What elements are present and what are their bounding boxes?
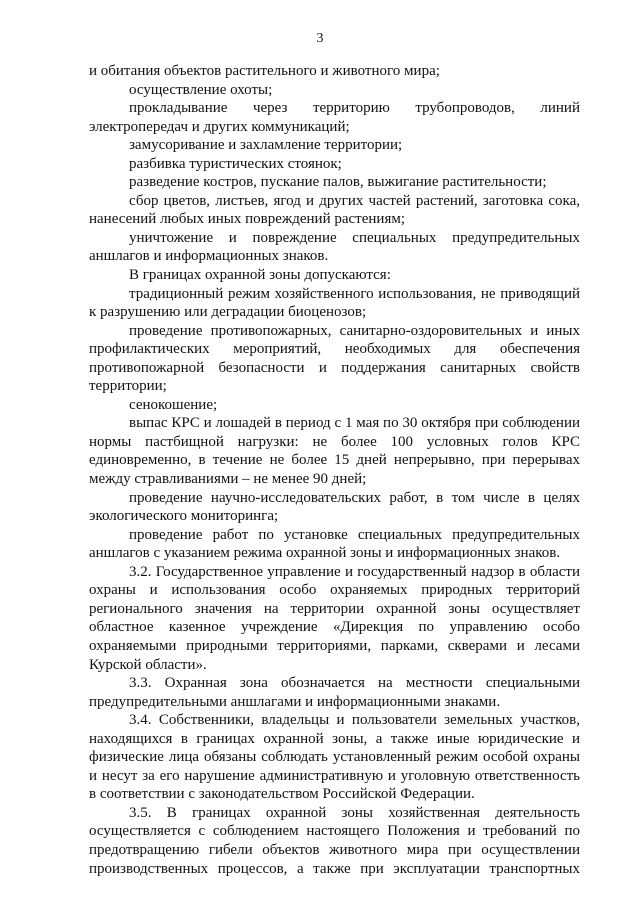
- paragraph: уничтожение и повреждение специальных предупредительных аншлагов и информационных знаков.: [89, 229, 580, 265]
- paragraph: 3.3. Охранная зона обозначается на местности специальными предупредительными аншлагами и информационными знаками.: [89, 675, 580, 710]
- paragraph: прокладывание через территорию трубопроводов, линий электропередач и других коммуникаций;: [89, 100, 580, 135]
- paragraph: замусоривание и захламление территории;: [129, 137, 403, 154]
- document-body: [89, 62, 580, 878]
- paragraph: 3.4. Собственники, владельцы и пользователи земельных участков, находящихся в границах охранной зоны, а также иные юридические и физические лица обязаны соблюдать установленный режим особой охраны и несут за его нарушение административную и уголовную ответственность в соответствии с законодательством Российской Федерации.: [89, 712, 580, 803]
- paragraph: разведение костров, пускание палов, выжигание растительности;: [129, 174, 547, 191]
- paragraph: сбор цветов, листьев, ягод и других частей растений, заготовка сока, нанесений любых иных повреждений растениям;: [89, 192, 580, 228]
- paragraph: проведение противопожарных, санитарно-оздоровительных и иных профилактических мероприятий, необходимых для обеспечения противопожарной безопасности и поддержания санитарных свойств территории;: [89, 322, 580, 395]
- paragraph: 3.5. В границах охранной зоны хозяйственная деятельность осуществляется с соблюдением настоящего Положения и требований по предотвращению гибели объектов животного мира при осуществлении производственных процессов, а также при эксплуатации транспортных: [89, 804, 580, 877]
- paragraph: выпас КРС и лошадей в период с 1 мая по 30 октября при соблюдении нормы пастбищной нагрузки: не более 100 условных голов КРС единовременно, в течение не более 15 дней непрерывно, при перерывах между стравливаниями – не менее 90 дней;: [89, 415, 580, 488]
- paragraph: 3.2. Государственное управление и государственный надзор в области охраны и использования особо охраняемых природных территорий регионального значения на территории охранной зоны осуществляет областное казенное учреждение «Дирекция по управлению особо охраняемыми природными территориями, парками, скверами и лесами Курской области».: [89, 563, 580, 673]
- paragraph: осуществление охоты;: [129, 81, 273, 98]
- paragraph: и обитания объектов растительного и животного мира;: [89, 63, 440, 79]
- paragraph: проведение работ по установке специальных предупредительных аншлагов с указанием режима охранной зоны и информационных знаков.: [89, 526, 580, 562]
- paragraph: традиционный режим хозяйственного использования, не приводящий к разрушению или деградации биоценозов;: [89, 285, 580, 321]
- page-number: 3: [316, 31, 324, 46]
- paragraph: В границах охранной зоны допускаются:: [129, 267, 391, 284]
- paragraph: сенокошение;: [129, 396, 218, 413]
- paragraph: проведение научно-исследовательских работ, в том числе в целях экологического мониторинга;: [89, 489, 580, 525]
- paragraph: разбивка туристических стоянок;: [129, 155, 342, 172]
